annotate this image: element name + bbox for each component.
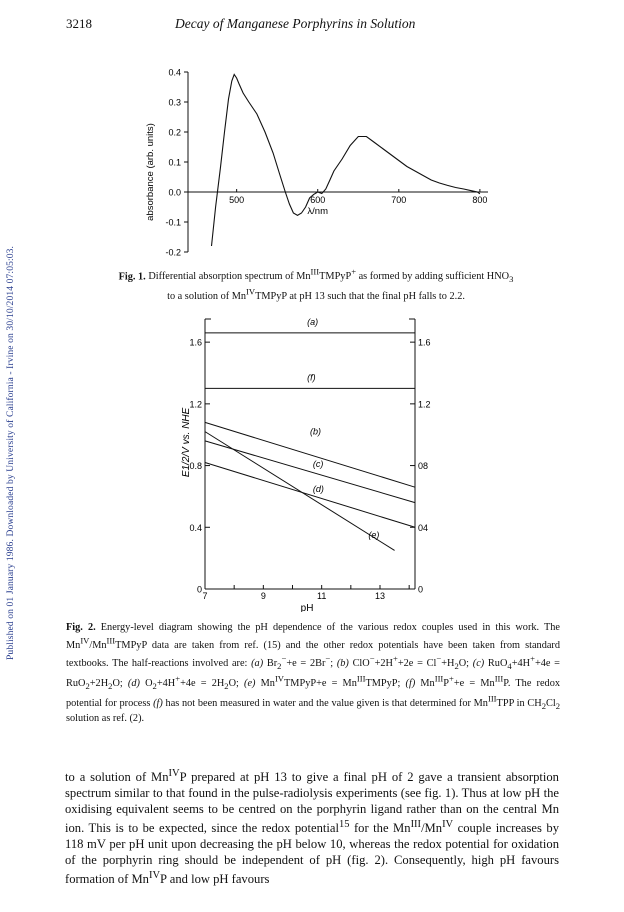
figure-2-caption xyxy=(66,622,560,725)
left-y-tick-label: 1.2 xyxy=(189,399,202,410)
x-tick-label: 9 xyxy=(260,591,266,601)
x-axis-label: λ/nm xyxy=(307,206,329,217)
page-number: 3218 xyxy=(66,16,92,31)
figure-2-caption-label: Fig. 2. xyxy=(66,622,96,633)
right-y-tick-label: 0 xyxy=(418,584,424,595)
spectrum-line xyxy=(212,74,480,246)
x-tick-label: 800 xyxy=(472,195,488,205)
y-tick-label: -0.1 xyxy=(165,217,181,228)
x-tick-label: 7 xyxy=(202,591,208,601)
y-tick-label: -0.2 xyxy=(165,247,181,258)
y-tick-label: 0.2 xyxy=(168,127,181,138)
left-y-tick-label: 0.8 xyxy=(189,461,202,472)
left-y-tick-label: 0.4 xyxy=(189,522,202,533)
body-paragraph: to a solution of $Mn^{IV}P$ prepared at pH 13 to give a final pH of 2 gave a transient absorption spectrum similar to that found in the pulse-radiolysis experiments (see fig. 1). Thus at low pH the oxidising equivalent seems to be centred on the porphyrin ligand rather than on the central Mn ion. This is to be expected, since the redox potential$^{15}$ for the $Mn^{III}/Mn^{IV}$ couple increases by 118 mV per pH unit upon decreasing the pH below 10, whereas the redox potential for oxidation of the porphyrin ring should be independent of pH (fig. 2). Consequently, high pH favours formation of $Mn^{IV}P$ and low pH favours xyxy=(65,768,559,887)
x-tick-label: 13 xyxy=(374,591,386,601)
y-axis-label: E1/2/V vs. NHE xyxy=(181,407,192,478)
y-axis-label: absorbance (arb. units) xyxy=(145,123,156,221)
right-y-tick-label: 1.2 xyxy=(418,399,431,410)
y-tick-label: 0.4 xyxy=(168,67,181,78)
download-watermark xyxy=(5,100,17,660)
right-y-tick-label: 1.6 xyxy=(418,337,431,348)
left-y-tick-label: 1.6 xyxy=(189,337,202,348)
x-tick-label: 500 xyxy=(229,195,245,205)
right-y-tick-label: 08 xyxy=(418,461,429,472)
y-tick-label: 0.1 xyxy=(168,157,181,168)
series-label-b: (b) xyxy=(310,426,321,437)
figure-2-energy-level-diagram xyxy=(160,312,460,612)
series-label-f: (f) xyxy=(307,372,316,383)
figure-1-caption-label: Fig. 1. xyxy=(118,271,146,283)
series-label-d: (d) xyxy=(312,483,324,494)
x-tick-label: 700 xyxy=(391,195,407,205)
figure-1-absorption-spectrum xyxy=(130,62,520,262)
x-tick-label: 600 xyxy=(310,195,326,205)
series-label-a: (a) xyxy=(307,317,319,328)
figure-1-caption-text: Differential absorption spectrum of $Mn^{III}TMPyP^+$ as formed by adding sufficient $HNO_3$ to a solution of $Mn^{IV}TMPyP$ at pH 13 such that the final pH falls to 2.2. xyxy=(148,267,514,303)
figure-1-caption xyxy=(66,266,566,304)
y-tick-label: 0.0 xyxy=(168,187,181,198)
x-tick-label: 11 xyxy=(316,591,327,601)
x-axis-label: pH xyxy=(300,603,314,612)
y-tick-label: 0.3 xyxy=(168,97,181,108)
redox-line-e xyxy=(205,432,395,551)
figure-2-caption-text: Energy-level diagram showing the pH dependence of the various redox couples used in this work. The $Mn^{IV}/Mn^{III}TMPyP$ data are taken from ref. (15) and the other redox potentials have been taken from standard textbooks. The half-reactions involved are: (a) $Br_2^-+e = 2Br^-$; (b) $ClO^-+2H^++2e = Cl^-+H_2O$; (c) $RuO_4+4H^++4e = RuO_2+2H_2O$; (d) $O_2+4H^++4e = 2H_2O$; (e) $Mn^{IV}TMPyP+e$ = $Mn^{III}TMPyP$; (f) $Mn^{III}P^++e = Mn^{III}P$. The redox potential for process (f) has not been measured in water and the value given is that determined for $Mn^{III}TPP$ in $CH_2Cl_2$ solution as ref. (2). xyxy=(66,622,561,724)
series-label-c: (c) xyxy=(312,459,324,470)
left-y-tick-label: 0 xyxy=(196,584,202,595)
download-note-text: Published on 01 January 1986. Downloaded by University of California - Irvine on 30/10/2014 07:05:03. xyxy=(5,245,16,660)
right-y-tick-label: 04 xyxy=(418,522,429,533)
running-title: Decay of Manganese Porphyrins in Solution xyxy=(175,16,416,31)
series-label-e: (e) xyxy=(368,530,380,541)
